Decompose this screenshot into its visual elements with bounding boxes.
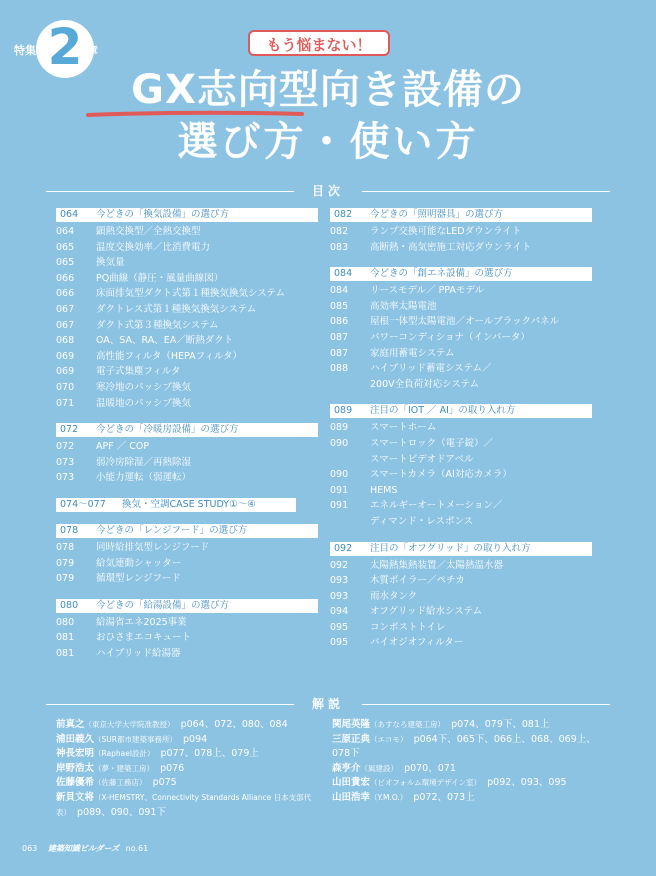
toc-item-page: 084 — [330, 285, 349, 297]
toc-section — [56, 524, 318, 587]
credit-name: 前真之 — [56, 719, 85, 730]
credit-pages: p089、090、091下 — [77, 806, 166, 818]
credit-line — [56, 747, 326, 762]
section-heading-page: 072 — [60, 424, 79, 436]
credits-right — [332, 718, 602, 806]
toc-item-page: 085 — [330, 300, 349, 312]
credit-affiliation: （夢・建築工房） — [94, 763, 155, 773]
toc-item-page: 071 — [56, 397, 75, 409]
credit-line — [332, 718, 602, 733]
toc-item-text: スマートカメラ（AI対応カメラ） — [370, 469, 512, 481]
toc-item-text: パワーコンディショナ（インバータ） — [370, 331, 530, 343]
toc-item-text: HEMS — [370, 484, 398, 496]
toc-item-text: 高性能フィルタ（HEPAフィルタ） — [96, 350, 242, 362]
toc-section — [330, 404, 592, 529]
toc-item-page: 087 — [330, 331, 349, 343]
toc-item-text: 小能力運転（弱運転） — [96, 472, 192, 484]
credit-affiliation: （あすなろ建築工房） — [370, 720, 446, 729]
section-heading-page: 089 — [334, 405, 353, 417]
toc-item — [330, 346, 592, 362]
toc-item-text: オフグリッド給水システム — [370, 606, 483, 618]
section-heading-text: 今どきの「給湯設備」の選び方 — [96, 599, 230, 611]
toc-item — [330, 283, 592, 299]
credit-name: 森亨介 — [332, 762, 361, 774]
toc-item-text: おひさまエコキュート — [96, 632, 192, 644]
toc-item-text: 弱冷房除湿／再熱除湿 — [96, 456, 192, 468]
toc-item-page: 079 — [56, 557, 75, 569]
page-number: 063 — [22, 844, 38, 853]
toc-item-page: 091 — [330, 484, 349, 496]
toc-item-page: 095 — [330, 637, 349, 649]
toc-item-page: 070 — [56, 381, 75, 393]
toc-item-text: 高断熱・高気密施工対応ダウンライト — [370, 241, 532, 253]
toc-item-text: 屋根一体型太陽電池／オールブラックパネル — [370, 316, 560, 328]
section-heading — [330, 542, 592, 556]
toc-item-text: スマートロック（電子錠）／ スマートビデオドアベル — [370, 437, 494, 465]
section-heading-page: 092 — [334, 542, 353, 554]
credit-name: 三原正典 — [332, 733, 371, 745]
toc-item-text: 家庭用蓄電システム — [370, 347, 455, 359]
section-heading-page: 074～077 — [60, 498, 106, 510]
credit-name: 神長宏明 — [56, 748, 95, 760]
toc-item-page: 081 — [56, 632, 75, 644]
credit-affiliation: （風建設） — [360, 763, 399, 773]
toc-item — [56, 255, 318, 271]
credit-pages: p070、071 — [404, 762, 456, 774]
toc-item-page: 073 — [56, 472, 75, 484]
section-heading-text: 今どきの「冷暖房設備」の選び方 — [96, 424, 239, 436]
section-heading — [330, 267, 592, 281]
toc-item — [330, 314, 592, 330]
credit-pages: p064、072、080、084 — [180, 719, 288, 730]
toc-item-text: スマートホーム — [370, 422, 437, 434]
chapter-number: 2 — [47, 18, 83, 76]
credit-affiliation: （Y.M.O.） — [370, 792, 408, 802]
toc-item — [330, 635, 592, 651]
toc-item-page: 086 — [330, 316, 349, 328]
toc-item-text: コンポストトイレ — [370, 621, 446, 633]
toc-item — [330, 573, 592, 589]
section-heading-text: 今どきの「照明器具」の選び方 — [370, 209, 504, 220]
toc-item-page: 066 — [56, 272, 75, 284]
toc-item — [56, 571, 318, 587]
toc-item-text: 給湯省エネ2025事業 — [96, 616, 187, 628]
toc-item-page: 072 — [56, 441, 75, 453]
credit-affiliation: （X-HEMSTRY、Connectivity Standards Alliance 日本支部代表） — [56, 792, 312, 817]
toc-item-text: 給気連動シャッター — [96, 557, 182, 569]
toc-item — [330, 224, 592, 240]
toc-item — [56, 556, 318, 572]
credit-pages: p094 — [183, 733, 208, 745]
toc-item-text: 高効率太陽電池 — [370, 300, 437, 312]
toc-item-page: 067 — [56, 303, 75, 315]
credit-affiliation: （ビオフォルム環境デザイン室） — [370, 778, 482, 788]
credit-affiliation: （SUR都市建築事務所） — [94, 734, 177, 744]
toc-item-text: 寒冷地のパッシブ換気 — [96, 381, 192, 393]
toc-item-page: 090 — [330, 437, 349, 449]
toc-item-page: 083 — [330, 241, 349, 253]
toc-item — [330, 420, 592, 436]
toc-item-page: 092 — [330, 559, 349, 571]
toc-item-text: 雨水タンク — [370, 590, 418, 602]
toc-item — [330, 498, 592, 529]
toc-item — [56, 286, 318, 302]
toc-item — [56, 224, 318, 240]
toc-item-text: リースモデル／ PPAモデル — [370, 285, 484, 297]
credit-pages: p092、093、095 — [487, 777, 567, 789]
toc-item — [330, 483, 592, 499]
toc-item-page: 094 — [330, 606, 349, 618]
toc-section — [56, 208, 318, 411]
contents-divider-left — [46, 191, 294, 192]
toc-item-text: ダクトレス式第１種換気換気システム — [96, 303, 257, 315]
credit-line — [332, 762, 602, 777]
toc-item-text: 温暖地のパッシブ換気 — [96, 397, 192, 409]
section-heading-page: 080 — [60, 599, 79, 611]
toc-section — [330, 267, 592, 392]
toc-item-page: 081 — [56, 647, 75, 659]
credit-name: 新貝文将 — [56, 791, 95, 803]
toc-item — [56, 396, 318, 412]
toc-item — [56, 349, 318, 365]
toc-item — [56, 455, 318, 471]
toc-item-text: 顕熱交換型／全熱交換型 — [96, 226, 201, 237]
toc-item-page: 067 — [56, 319, 75, 331]
section-heading-page: 078 — [60, 524, 79, 536]
credit-pages: p077、078上、079上 — [160, 748, 259, 760]
page-footer — [22, 843, 148, 854]
page-title-line1: GX志向型向き設備の — [131, 67, 525, 113]
toc-item — [56, 302, 318, 318]
section-heading — [56, 423, 318, 437]
toc-item-page: 093 — [330, 575, 349, 587]
toc-item-page: 082 — [330, 226, 349, 237]
toc-item — [330, 361, 592, 392]
toc-item-page: 065 — [56, 257, 75, 269]
section-heading-text: 今どきの「レンジフード」の選び方 — [96, 524, 248, 536]
section-heading-text: 注目の「IOT ／ AI」の取り入れ方 — [370, 405, 516, 417]
toc-item-text: ランプ交換可能なLEDダウンライト — [370, 226, 522, 237]
credit-line — [56, 718, 326, 733]
credit-line — [332, 733, 602, 762]
toc-item-text: バイオジオフィルター — [370, 637, 464, 649]
feature-label: 特集 — [14, 44, 36, 57]
toc-item — [56, 540, 318, 556]
toc-item-page: 079 — [56, 573, 75, 585]
toc-item — [56, 439, 318, 455]
toc-item — [56, 240, 318, 256]
toc-item — [330, 240, 592, 256]
credit-name: 山田浩幸 — [332, 791, 371, 803]
toc-item — [56, 646, 318, 662]
toc-section — [56, 498, 318, 512]
toc-item-text: 循環型レンジフード — [96, 573, 181, 585]
toc-item — [330, 299, 592, 315]
credit-line — [56, 762, 326, 777]
section-heading — [56, 524, 318, 538]
toc-item — [330, 330, 592, 346]
section-heading-text: 今どきの「創エネ設備」の選び方 — [370, 268, 513, 280]
section-heading-text: 今どきの「換気設備」の選び方 — [96, 209, 230, 220]
toc-section — [56, 423, 318, 486]
toc-item-page: 080 — [56, 616, 75, 628]
credit-pages: p076 — [160, 762, 185, 774]
toc-item — [330, 436, 592, 467]
toc-item — [56, 318, 318, 334]
section-heading-page: 082 — [334, 209, 353, 220]
commentary-divider-left — [46, 704, 294, 705]
toc-item — [56, 470, 318, 486]
page-title-line2: 選び方・使い方 — [177, 119, 479, 165]
credit-line — [56, 776, 326, 791]
toc-item-text: 太陽熱集熱装置／太陽熱温水器 — [370, 559, 504, 571]
toc-item-page: 069 — [56, 366, 75, 378]
section-heading — [56, 498, 296, 512]
toc-item-page: 093 — [330, 590, 349, 602]
credit-name: 岸野浩太 — [56, 762, 95, 774]
toc-item-page: 073 — [56, 456, 75, 468]
toc-item — [56, 615, 318, 631]
toc-item — [56, 271, 318, 287]
toc-item-page: 069 — [56, 350, 75, 362]
toc-item — [330, 589, 592, 605]
toc-item-page: 065 — [56, 241, 75, 253]
issue-number: no.61 — [125, 844, 149, 853]
credit-name: 佐藤優希 — [56, 777, 95, 789]
toc-item-page: 089 — [330, 422, 349, 434]
credit-line — [332, 776, 602, 791]
toc-section — [330, 208, 592, 255]
credit-affiliation: （佐藤工務店） — [94, 778, 147, 788]
section-heading-text: 換気・空調CASE STUDY①～④ — [122, 498, 256, 510]
toc-item-page: 066 — [56, 288, 75, 300]
section-heading — [56, 208, 318, 222]
credit-pages: p072、073上 — [413, 791, 475, 803]
section-heading — [56, 599, 318, 613]
toc-item-page: 088 — [330, 363, 349, 375]
toc-item-text: ダクト式第３種換気システム — [96, 319, 219, 331]
credit-line — [332, 791, 602, 806]
toc-item — [330, 604, 592, 620]
toc-item — [56, 364, 318, 380]
toc-item-page: 064 — [56, 226, 75, 237]
commentary-divider-right — [362, 704, 610, 705]
toc-item-text: 換気量 — [96, 257, 125, 269]
magazine-brand: 建築知識ビルダーズ — [47, 844, 120, 853]
section-heading-page: 064 — [60, 209, 79, 220]
credit-pages: p064下、065下、066上、068、069上、078下 — [332, 733, 596, 760]
section-heading — [330, 208, 592, 222]
contents-divider-right — [362, 191, 610, 192]
credit-line — [56, 733, 326, 748]
toc-item-text: 床面排気型ダクト式第１種換気換気システム — [96, 288, 286, 300]
credit-line — [56, 791, 326, 820]
toc-item-page: 068 — [56, 335, 75, 347]
toc-item-text: OA、SA、RA、EA／断熱ダクト — [96, 335, 234, 347]
section-heading — [330, 404, 592, 418]
toc-item — [56, 380, 318, 396]
toc-item-text: 木質ボイラー／ペチカ — [370, 575, 465, 587]
chapter-label: 章 — [88, 46, 98, 57]
toc-item — [56, 630, 318, 646]
toc-item-text: APF ／ COP — [96, 441, 150, 453]
credit-pages: p074、079下、081上 — [451, 719, 550, 730]
toc-item — [330, 467, 592, 483]
toc-item-page: 090 — [330, 469, 349, 481]
toc-section — [56, 599, 318, 662]
toc-item-text: ハイブリッド蓄電システム／ 200V全負荷対応システム — [370, 363, 492, 390]
commentary-label: 解説 — [311, 697, 344, 711]
toc-item-text: 同時給排気型レンジフード — [96, 541, 210, 553]
toc-item-page: 087 — [330, 347, 349, 359]
toc-item — [330, 558, 592, 574]
toc-item — [330, 620, 592, 636]
credit-name: 浦田義久 — [56, 733, 95, 745]
credit-name: 山田貴宏 — [332, 777, 371, 789]
credit-pages: p075 — [152, 777, 177, 789]
toc-left-column — [56, 208, 318, 673]
toc-item-page: 078 — [56, 541, 75, 553]
credit-affiliation: （東京大学大学院准教授） — [84, 720, 175, 729]
toc-section — [330, 542, 592, 652]
toc-item — [56, 333, 318, 349]
toc-item-text: ハイブリッド給湯器 — [96, 647, 181, 659]
toc-item-text: エネルギーオートメーション／ ディマンド・レスポンス — [370, 500, 503, 527]
tagline-pill: もう悩まない！ — [248, 30, 390, 56]
section-heading-text: 注目の「オフグリッド」の取り入れ方 — [370, 542, 531, 554]
credit-name: 関尾英隆 — [332, 719, 371, 730]
toc-item-text: 電子式集塵フィルタ — [96, 366, 181, 378]
toc-item-page: 095 — [330, 621, 349, 633]
credit-affiliation: （エコモ） — [370, 734, 408, 744]
toc-item-text: PQ曲線（静圧・風量曲線図） — [96, 272, 224, 284]
section-heading-page: 084 — [334, 268, 353, 280]
contents-label: 目次 — [311, 184, 344, 198]
credit-affiliation: （Raphael設計） — [94, 749, 155, 759]
toc-item-text: 温度交換効率／比消費電力 — [96, 241, 211, 253]
credits-left — [56, 718, 326, 820]
toc-item-page: 091 — [330, 500, 349, 512]
toc-right-column — [330, 208, 592, 663]
